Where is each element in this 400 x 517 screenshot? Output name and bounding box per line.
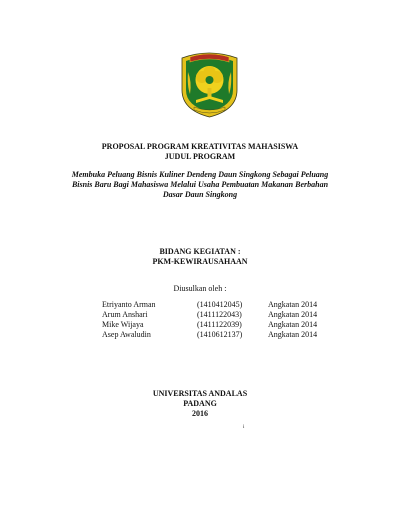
field-label: BIDANG KEGIATAN : — [159, 247, 241, 256]
member-name: Mike Wijaya — [102, 320, 144, 329]
program-title-line: Bisnis Baru Bagi Mahasiswa Melalui Usaha Pembuatan Makanan Berbahan — [71, 180, 329, 189]
page-number: i — [243, 425, 245, 430]
member-name: Arum Anshari — [102, 310, 148, 319]
field-value: PKM-KEWIRAUSAHAAN — [152, 257, 248, 266]
member-list — [102, 300, 332, 340]
member-row — [102, 310, 332, 320]
program-title-line: Dasar Daun Singkong — [162, 190, 238, 199]
field-section — [0, 247, 400, 267]
city: PADANG — [183, 399, 217, 408]
program-title-line: Membuka Peluang Bisnis Kuliner Dendeng Daun Singkong Sebagai Peluang — [71, 170, 329, 179]
member-row — [102, 330, 332, 340]
member-cohort: Angkatan 2014 — [268, 320, 318, 329]
year: 2016 — [192, 409, 208, 418]
proposed-by-label: Diusulkan oleh : — [173, 284, 227, 293]
university-emblem-icon — [178, 50, 241, 118]
member-id: (1410612137) — [197, 330, 243, 339]
university-block — [0, 389, 400, 419]
member-row — [102, 320, 332, 330]
member-id: (1410412045) — [197, 300, 243, 309]
university-name: UNIVERSITAS ANDALAS — [152, 389, 248, 398]
member-name: Asep Awaludin — [102, 330, 151, 339]
member-cohort: Angkatan 2014 — [268, 310, 318, 319]
program-title — [0, 170, 400, 200]
member-cohort: Angkatan 2014 — [268, 330, 318, 339]
member-cohort: Angkatan 2014 — [268, 300, 318, 309]
proposal-heading — [0, 142, 400, 162]
member-name: Etriyanto Arman — [102, 300, 156, 309]
member-id: (1411122043) — [197, 310, 242, 319]
member-id: (1411122039) — [197, 320, 242, 329]
member-row — [102, 300, 332, 310]
program-label: JUDUL PROGRAM — [164, 152, 236, 161]
proposal-title: PROPOSAL PROGRAM KREATIVITAS MAHASISWA — [101, 142, 299, 151]
